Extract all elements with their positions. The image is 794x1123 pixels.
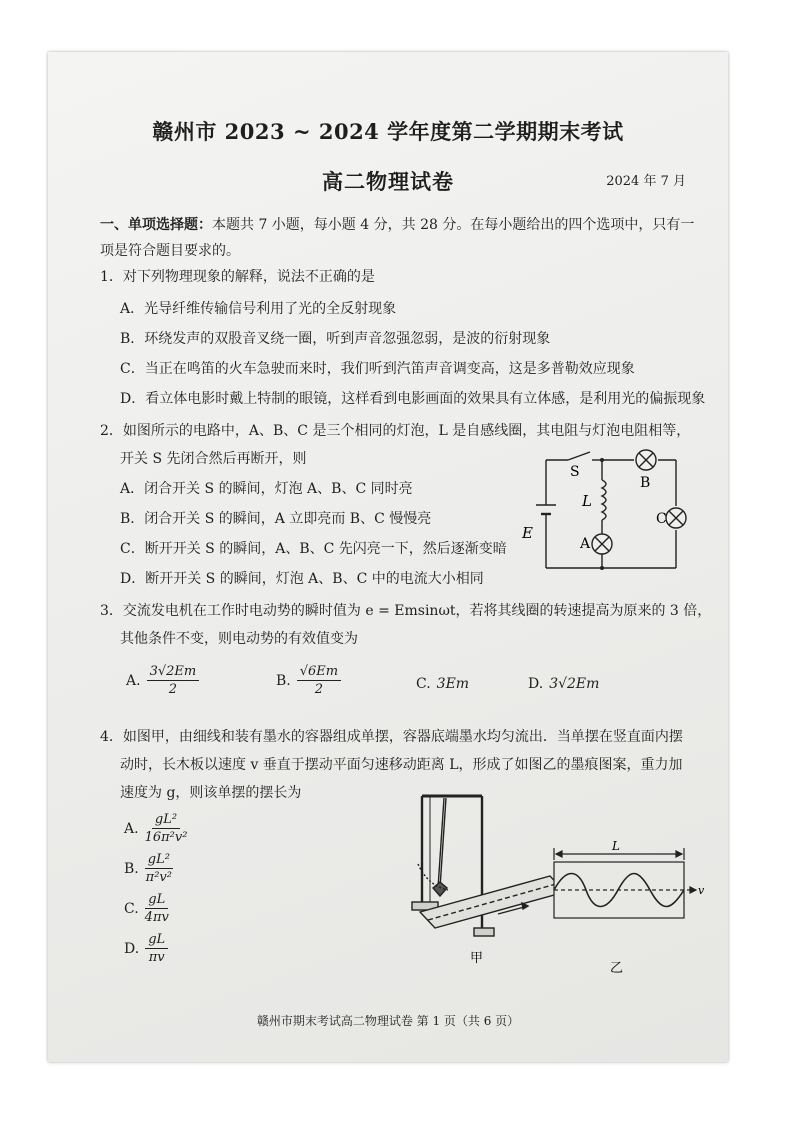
q1-stem: 1．对下列物理现象的解释，说法不正确的是: [100, 269, 375, 285]
lamp-c-label: C: [656, 511, 667, 527]
section-head: 一、单项选择题：: [100, 217, 212, 233]
q2-option-b: B．闭合开关 S 的瞬间，A 立即亮而 B、C 慢慢亮: [120, 511, 432, 527]
section-instructions: [100, 212, 700, 264]
q2-option-c: C．断开开关 S 的瞬间，A、B、C 先闪亮一下，然后逐渐变暗: [120, 541, 507, 557]
q3-option-a: A. $\frac{3√2Em}{2}$: [126, 664, 199, 697]
q4-option-c: C. $\frac{gL}{4\pi v}$: [124, 892, 169, 925]
trace-velocity-label: v: [698, 884, 705, 897]
q2-option-d: D．断开开关 S 的瞬间，灯泡 A、B、C 中的电流大小相同: [120, 571, 484, 587]
q2-stem-line1: 2．如图所示的电路中，A、B、C 是三个相同的灯泡，L 是自感线圈，其电阻与灯泡电阻相等，: [100, 423, 691, 439]
q1-option-a: A．光导纤维传输信号利用了光的全反射现象: [120, 301, 397, 317]
exam-date: 2024 年 7 月: [606, 174, 686, 189]
lamp-a-label: A: [580, 536, 591, 552]
q3-option-d: D. 3√2Em: [528, 676, 600, 692]
trace-length-label: L: [612, 840, 620, 853]
exam-paper: [48, 52, 728, 1062]
q4-option-b: B. $\frac{\text{gL²}}{\text{π²v²}}$: [124, 852, 172, 885]
q1-option-c: C．当正在鸣笛的火车急驶而来时，我们听到汽笛声音调变高，这是多普勒效应现象: [120, 361, 635, 377]
q4-stem-line3: 速度为 g，则该单摆的摆长为: [120, 785, 302, 801]
ink-trace-figure: [546, 840, 706, 980]
q4-stem-line2: 动时，长木板以速度 v 垂直于摆动平面匀速移动距离 L，形成了如图乙的墨痕图案，重力加: [120, 757, 683, 773]
q1-option-b: B．环绕发声的双股音叉绕一圈，听到声音忽强忽弱，是波的衍射现象: [120, 331, 551, 347]
q2-option-a: A．闭合开关 S 的瞬间，灯泡 A、B、C 同时亮: [120, 481, 413, 497]
q4-option-a: A. $\frac{\text{gL²}}{\text{16π²v²}}$: [124, 812, 188, 845]
q3-option-b: B. $\frac{√6Em}{2}$: [276, 664, 341, 697]
q1-option-d: D．看立体电影时戴上特制的眼镜，这样看到电影画面的效果具有立体感，是利用光的偏振现象: [120, 391, 706, 407]
inductor-label: L: [582, 492, 592, 510]
q3-stem-line1: 3．交流发电机在工作时电动势的瞬时值为 e = Emsinωt，若将其线圈的转速提高为原来的 3 倍，: [100, 603, 712, 619]
exam-title: 赣州市 2023 ~ 2024 学年度第二学期期末考试: [152, 119, 624, 144]
q3-stem-line2: 其他条件不变，则电动势的有效值变为: [120, 631, 358, 647]
section-intro: 本题共 7 小题，每小题 4 分，共 28 分。在每小题给出的四个选项中，只有一项是符合题目要求的。: [100, 217, 695, 259]
switch-label: S: [570, 464, 580, 480]
battery-label: E: [522, 524, 533, 542]
q4-stem-line1: 4．如图甲，由细线和装有墨水的容器组成单摆，容器底端墨水均匀流出．当单摆在竖直面内摆: [100, 729, 683, 745]
exam-subtitle: 高二物理试卷: [322, 169, 454, 194]
figure-yi-label: 乙: [610, 961, 624, 976]
page-footer: 赣州市期末考试高二物理试卷 第 1 页（共 6 页）: [256, 1014, 520, 1028]
circuit-diagram: [516, 440, 696, 580]
figure-jia-label: 甲: [470, 951, 484, 966]
q4-option-d: D. $\frac{gL}{\pi v}$: [124, 932, 168, 965]
q3-option-c: C. 3Em: [416, 676, 470, 692]
lamp-b-label: B: [640, 475, 651, 491]
q2-stem-line2: 开关 S 先闭合然后再断开，则: [120, 451, 307, 467]
